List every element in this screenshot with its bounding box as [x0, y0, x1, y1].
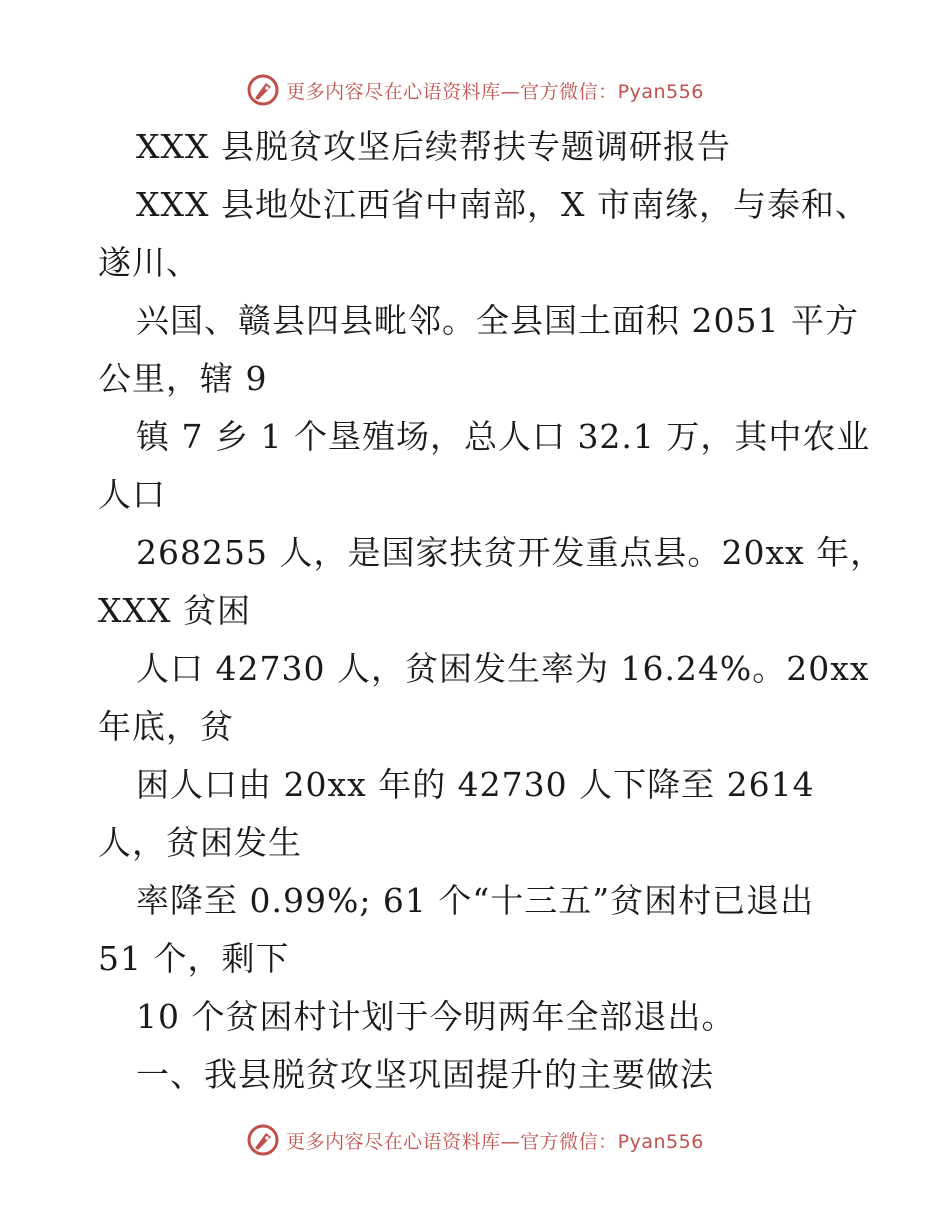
document-title: XXX 县脱贫攻坚后续帮扶专题调研报告 [136, 127, 731, 166]
paragraph-line: 镇 7 乡 1 个垦殖场，总人口 32.1 万，其中农业 [136, 417, 871, 456]
header-watermark [0, 70, 950, 110]
paragraph-line: XXX 县地处江西省中南部，X 市南缘，与泰和、 [136, 185, 869, 224]
watermark-text: 更多内容尽在心语资料库—官方微信：Pyan556 [286, 80, 704, 103]
paragraph-line: 人，贫困发生 [98, 823, 302, 862]
paragraph-line: 遂川、 [98, 243, 200, 282]
paragraph-line: 268255 人，是国家扶贫开发重点县。20xx 年， [136, 533, 885, 572]
paragraph-line: 51 个，剩下 [98, 939, 290, 978]
paragraph-line: 10 个贫困村计划于今明两年全部退出。 [136, 997, 736, 1036]
paragraph-line: 率降至 0.99%; 61 个“十三五”贫困村已退出 [136, 881, 815, 920]
footer-watermark [0, 1120, 950, 1160]
pen-nib-circle-icon [246, 1123, 280, 1157]
paragraph-line: 人口 [98, 475, 166, 514]
paragraph-line: 兴国、赣县四县毗邻。全县国土面积 2051 平方 [136, 301, 859, 340]
paragraph-line: 公里，辖 9 [98, 359, 268, 398]
paragraph-line: XXX 贫困 [98, 591, 251, 630]
watermark-text: 更多内容尽在心语资料库—官方微信：Pyan556 [286, 1130, 704, 1153]
paragraph-line: 年底，贫 [98, 707, 234, 746]
paragraph-line: 人口 42730 人，贫困发生率为 16.24%。20xx [136, 649, 870, 688]
paragraph-line: 困人口由 20xx 年的 42730 人下降至 2614 [136, 765, 815, 804]
pen-nib-circle-icon [246, 73, 280, 107]
document-body [98, 118, 885, 1104]
section-heading: 一、我县脱贫攻坚巩固提升的主要做法 [136, 1055, 714, 1094]
